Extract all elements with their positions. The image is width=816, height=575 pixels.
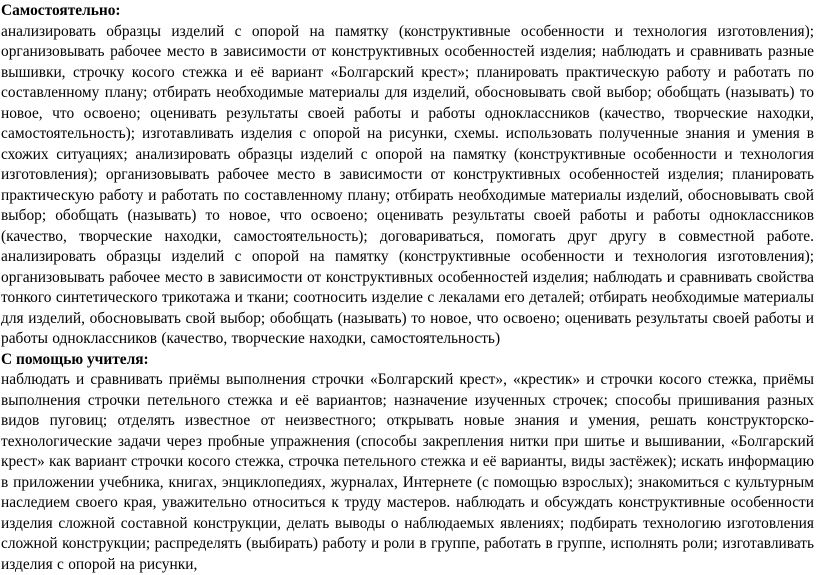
paragraph-independent: анализировать образцы изделий с опорой на памятку (конструктивные особенности и технология изготовления); организовывать рабочее место в зависимости от конструктивных особенностей изделия; наблюдать и сравнивать разные вышивки, строчку косого стежка и её вариант «Болгарский крест»; планировать практическую работу и работать по составленному плану; отбирать необходимые материалы для изделий, обосновывать свой выбор; обобщать (называть) то новое, что освоено; оценивать результаты своей работы и работы одноклассников (качество, творческие находки, самостоятельность); изготавливать изделия с опорой на рисунки, схемы. использовать полученные знания и умения в схожих ситуациях; анализировать образцы изделий с опорой на памятку (конструктивные особенности и технология изготовления); организовывать рабочее место в зависимости от конструктивных особенностей изделия; планировать практическую работу и работать по составленному плану; отбирать необходимые материалы изделий, обосновывать свой выбор; обобщать (называть) то новое, что освоено; оценивать результаты своей работы и работы одноклассников (качество, творческие находки, самостоятельность); договариваться, помогать друг другу в совместной работе. анализировать образцы изделий с опорой на памятку (конструктивные особенности и технология изготовления); организовывать рабочее место в зависимости от конструктивных особенностей изделия; наблюдать и сравнивать свойства тонкого синтетического трикотажа и ткани; соотносить изделие с лекалами его деталей; отбирать необходимые материалы для изделий, обосновывать свой выбор; обобщать (называть) то новое, что освоено; оценивать результаты своей работы и работы одноклассников (качество, творческие находки, самостоятельность) — [1, 22, 814, 347]
paragraph-with-teacher: наблюдать и сравнивать приёмы выполнения строчки «Болгарский крест», «крестик» и строчки косого стежка, приёмы выполнения строчки петельного стежка и её вариантов; назначение изученных строчек; способы пришивания разных видов пуговиц; отделять известное от неизвестного; открывать новые знания и умения, решать конструкторско-технологические задачи через пробные упражнения (способы закрепления нитки при шитье и вышивании, «Болгарский крест» как вариант строчки косого стежка, строчка петельного стежка и её варианты, виды застёжек); искать информацию в приложении учебника, книгах, энциклопедиях, журналах, Интернете (с помощью взрослых); знакомиться с культурным наследием своего края, уважительно относиться к труду мастеров. наблюдать и обсуждать конструктивные особенности изделия сложной составной конструкции, делать выводы о наблюдаемых явлениях; подбирать технологию изготовления сложной конструкции; распределять (выбирать) работу и роли в группе, работать в группе, исполнять роли; изготавливать изделия с опорой на рисунки, — [1, 371, 814, 573]
heading-with-teacher: С помощью учителя: — [1, 350, 149, 368]
heading-independent: Самостоятельно: — [1, 2, 121, 19]
